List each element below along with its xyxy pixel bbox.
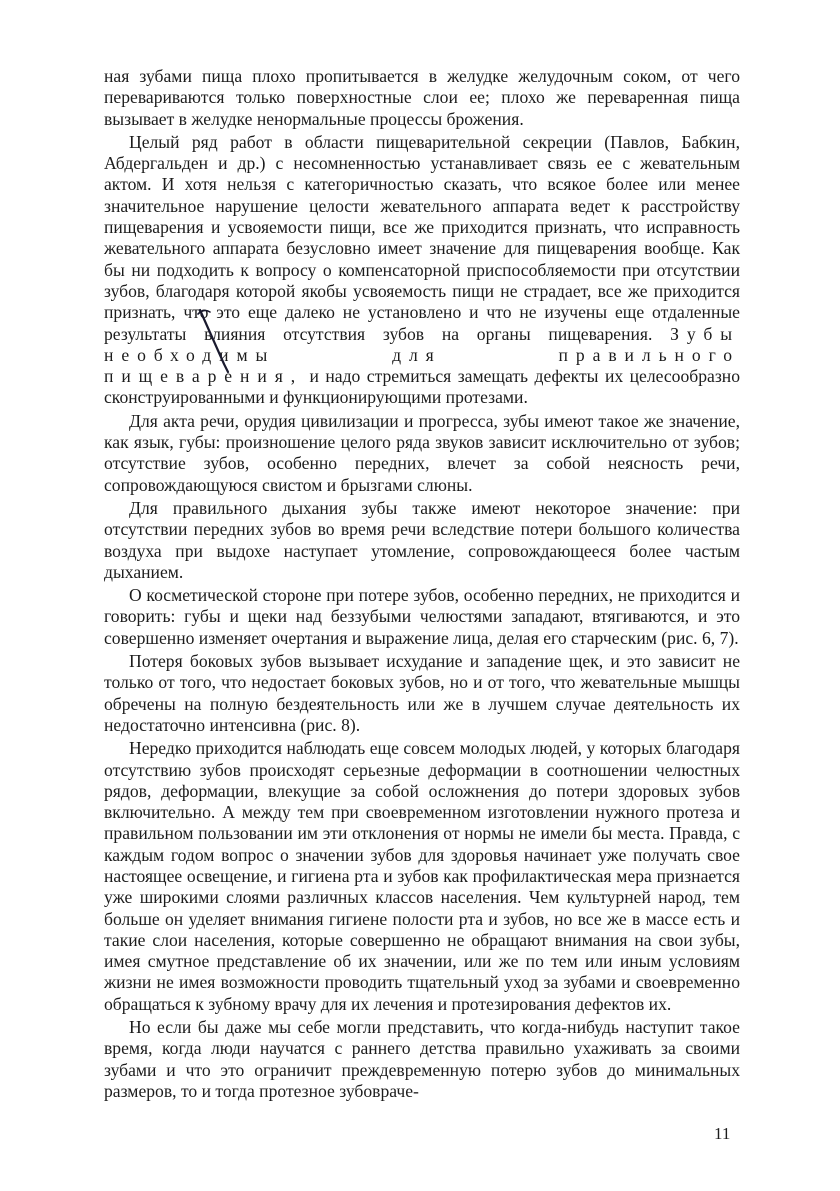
spaced-emphasis-text: Зубы необходимы для правильного пищеварения, xyxy=(104,323,740,387)
paragraph-6: Потеря боковых зубов вызывает исхудание и западение щек, и это зависит не только от того, что недостает боковых зубов, но и от того, что жевательные мышцы обречены на полную бездеятельность или же в лучшем случае деятельность их недостаточно интенсивна (рис. 8). xyxy=(104,651,740,735)
page-body-text xyxy=(104,66,740,1104)
paragraph-7: Нередко приходится наблюдать еще совсем молодых людей, у которых благодаря отсутствию зубов происходят серьезные деформации в соотношении челюстных рядов, деформации, влекущие за собой осложнения до потери здоровых зубов включительно. А между тем при своевременном изготовлении нужного протеза и правильном пользовании им эти отклонения от нормы не имели бы места. Правда, с каждым годом вопрос о значении зубов для здоровья начинает уже получать свое настоящее освещение, и гигиена рта и зубов как профилактическая мера признается уже широкими слоями различных классов населения. Чем культурней народ, тем больше он уделяет внимания гигиене полости рта и зубов, но все же в массе есть и такие слои населения, которые совершенно не обращают внимания на свои зубы, имея смутное представление об их значении, или же по тем или иным условиям жизни не имея возможности проводить тщательный уход за зубами и своевременно обращаться к зубному врачу для их лечения и протезирования дефектов их. xyxy=(104,738,740,1014)
paragraph-5: О косметической стороне при потере зубов, особенно передних, не приходится и говорить: губы и щеки над беззубыми челюстями западают, втягиваются, и это совершенно изменяет очертания и выражение лица, делая его старческим (рис. 6, 7). xyxy=(104,585,740,648)
paragraph-4: Для правильного дыхания зубы также имеют некоторое значение: при отсутствии передних зубов во время речи вследствие потери большого количества воздуха при выдохе наступает утомление, сопровождающееся более частым дыханием. xyxy=(104,497,740,582)
paragraph-3: Для акта речи, орудия цивилизации и прогресса, зубы имеют такое же значение, как язык, губы: произношение целого ряда звуков зависит исключительно от зубов; отсутствие зубов, особенно передних, влечет за собой неясность речи, сопровождающуюся свистом и брызгами слюны. xyxy=(104,410,740,495)
paragraph-2-text: Целый ряд работ в области пищеварительной секреции (Павлов, Бабкин, Абдергальден и др.) с несомненностью устанавливает связь ее с жевательным актом. И хотя нельзя с категоричностью сказать, что всякое более или менее значительное нарушение целости жевательного аппарата ведет к расстройству пищеварения и усвояемости пищи, все же приходится признать, что исправность жевательного аппарата безусловно имеет значение для пищеварения вообще. Как бы ни подходить к вопросу о компенсаторной приспособляемости при отсутствии зубов, благодаря которой якобы усвояемость пищи не страдает, все же приходится признать, что это еще далеко не установлено и что не изучены еще отдаленные результаты влияния отсутствия зубов на органы пищеварения. xyxy=(104,131,740,344)
paragraph-1: ная зубами пища плохо пропитывается в желудке желудочным соком, от чего перевариваются только поверхностные слои ее; плохо же переваренная пища вызывает в желудке ненормальные процессы брожения. xyxy=(104,66,740,129)
pen-stroke-mark xyxy=(194,306,234,378)
page-number: 11 xyxy=(714,1124,731,1143)
paragraph-8: Но если бы даже мы себе могли представить, что когда-нибудь наступит такое время, когда люди научатся с раннего детства правильно ухаживать за своими зубами и что это ограничит преждевременную потерю зубов до минимальных размеров, то и тогда протезное зубовраче- xyxy=(104,1017,740,1101)
paragraph-2-text-end: и надо стремиться замещать дефекты их целесообразно сконструированными и функционирующими протезами. xyxy=(104,366,740,408)
